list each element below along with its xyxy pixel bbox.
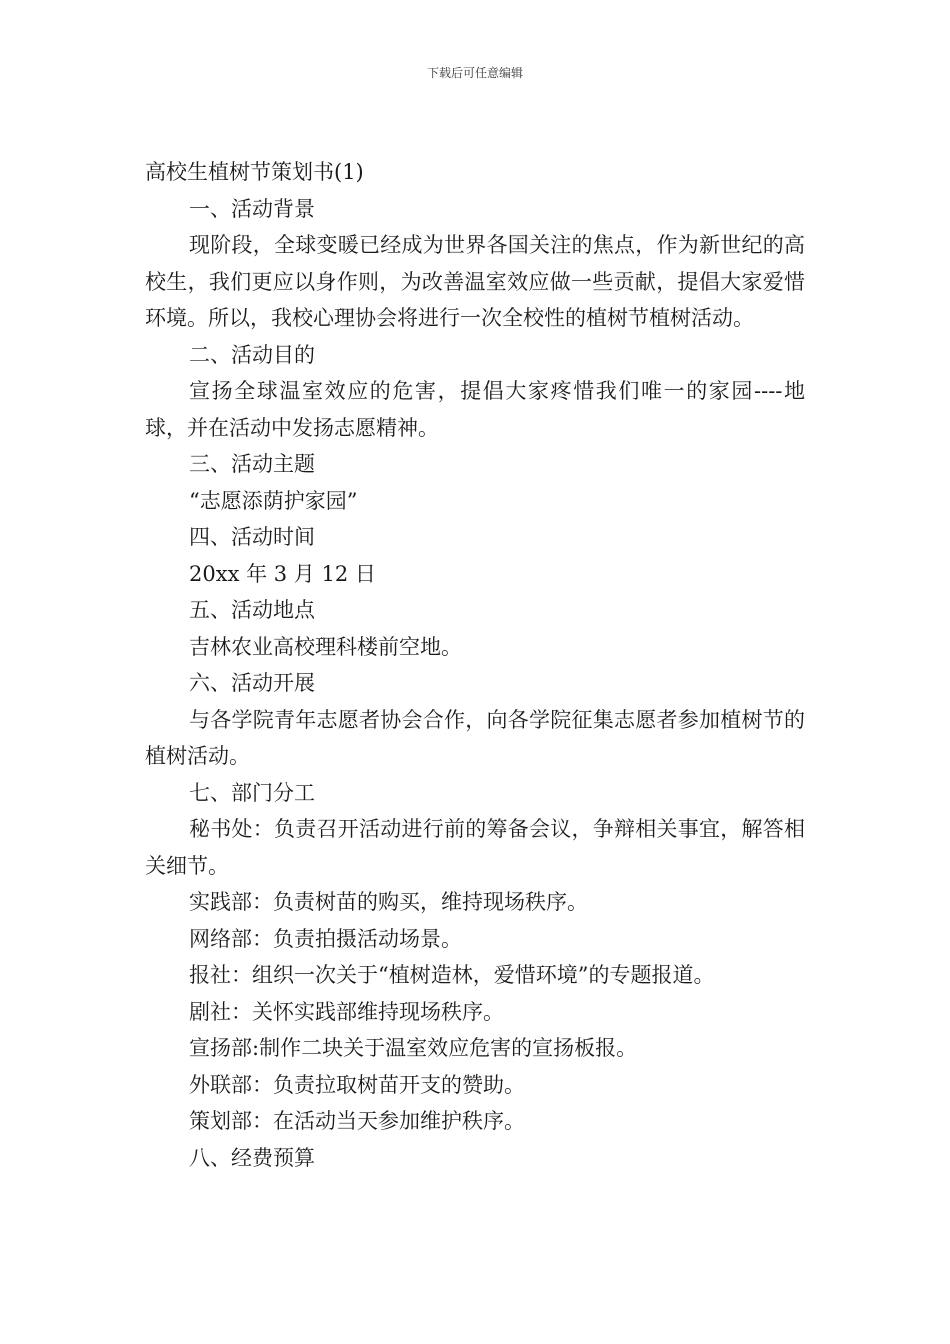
- section-heading-execution: 六、活动开展: [189, 671, 315, 695]
- section-heading-budget: 八、经费预算: [189, 1145, 315, 1170]
- document-body: [145, 154, 805, 1176]
- section-heading-time: 四、活动时间: [189, 525, 315, 549]
- paragraph-time: 20xx 年 3 月 12 日: [189, 561, 376, 586]
- section-heading-location: 五、活动地点: [189, 598, 315, 622]
- section-heading-division: 七、部门分工: [189, 780, 315, 805]
- paragraph-location: 吉林农业高校理科楼前空地。: [189, 634, 462, 659]
- paragraph-external-dept: 外联部：负责拉取树苗开支的赞助。: [189, 1072, 525, 1097]
- paragraph-theme: “志愿添荫护家园”: [189, 488, 358, 513]
- section-heading-background: 一、活动背景: [189, 196, 315, 221]
- paragraph-execution: 与各学院青年志愿者协会合作，向各学院征集志愿者参加植树节的植树活动。: [145, 707, 805, 768]
- paragraph-drama-club: 剧社：关怀实践部维持现场秩序。: [189, 999, 504, 1024]
- paragraph-newspaper: 报社：组织一次关于“植树造林，爱惜环境”的专题报道。: [189, 963, 715, 987]
- paragraph-network-dept: 网络部：负责拍摄活动场景。: [189, 926, 462, 951]
- document-title: 高校生植树节策划书(1): [145, 160, 364, 184]
- paragraph-practice-dept: 实践部：负责树苗的购买，维持现场秩序。: [189, 890, 588, 914]
- paragraph-planning-dept: 策划部：在活动当天参加维护秩序。: [189, 1109, 525, 1133]
- section-heading-theme: 三、活动主题: [189, 452, 315, 476]
- paragraph-secretariat: 秘书处：负责召开活动进行前的筹备会议，争辩相关事宜，解答相关细节。: [145, 817, 805, 878]
- paragraph-background: 现阶段，全球变暖已经成为世界各国关注的焦点，作为新世纪的高校生，我们更应以身作则，为改善温室效应做一些贡献，提倡大家爱惜环境。所以，我校心理协会将进行一次全校性的植树节植树活动。: [145, 233, 805, 330]
- page-header-note: 下载后可任意编辑: [426, 66, 523, 80]
- paragraph-purpose: 宣扬全球温室效应的危害，提倡大家疼惜我们唯一的家园----地球，并在活动中发扬志愿精神。: [145, 379, 805, 440]
- paragraph-publicity-dept: 宣扬部:制作二块关于温室效应危害的宣扬板报。: [189, 1036, 638, 1060]
- section-heading-purpose: 二、活动目的: [189, 342, 315, 367]
